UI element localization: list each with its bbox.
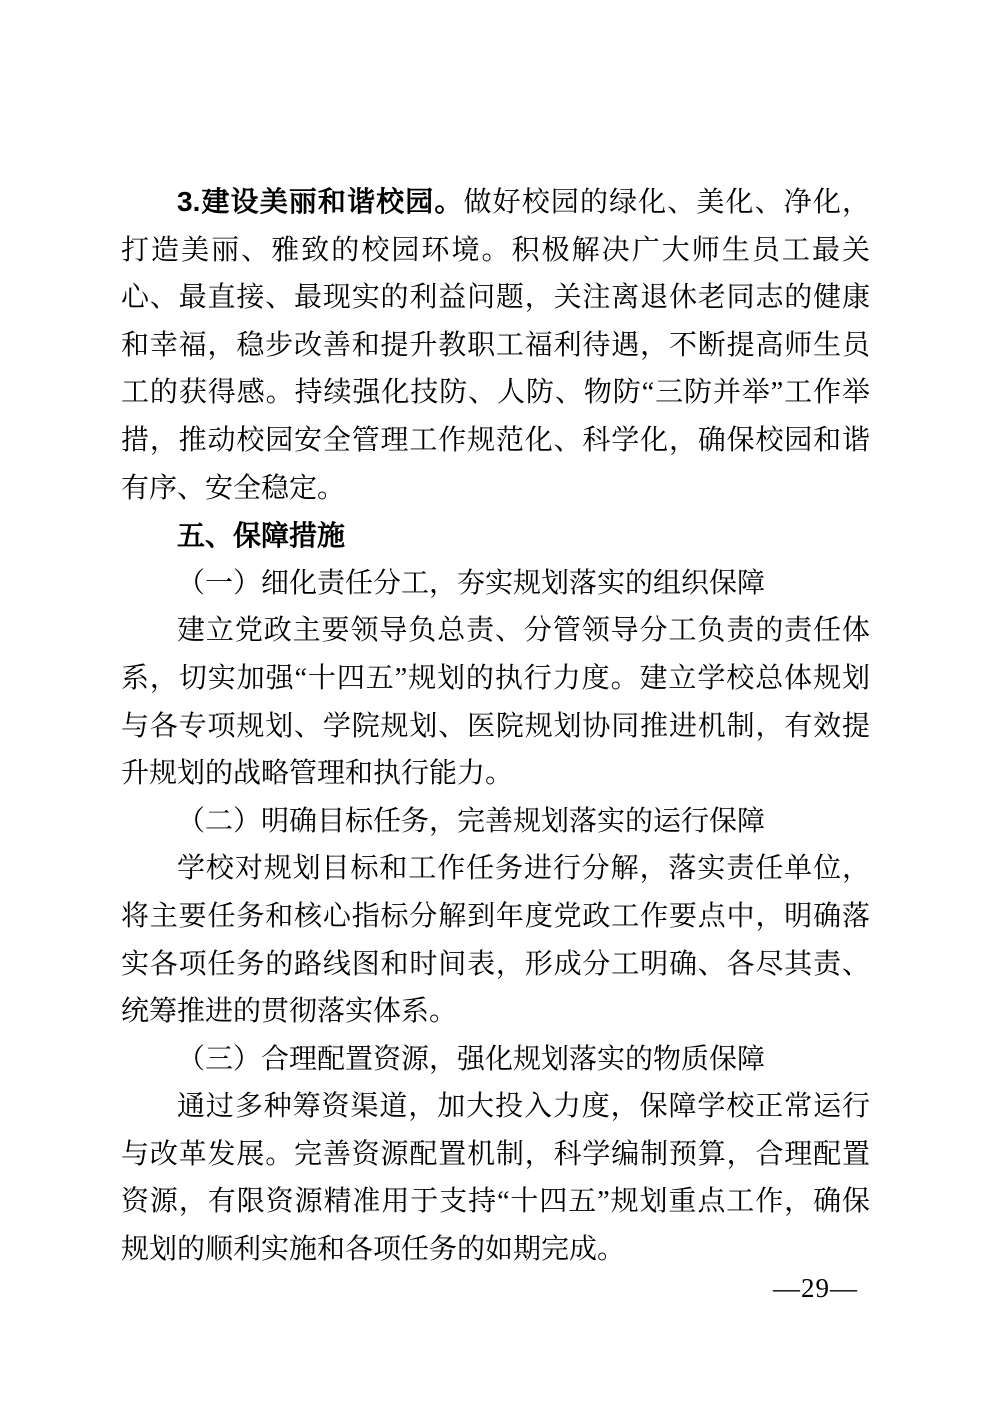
subsection-heading-responsibility-division: （一）细化责任分工，夯实规划落实的组织保障 [177, 567, 766, 599]
subsection-heading-resource-allocation: （三）合理配置资源，强化规划落实的物质保障 [177, 1043, 766, 1075]
paragraph-text: 做好校园的绿化、美化、净化，打造美丽、雅致的校园环境。积极解决广大师生员工最关心、最直接、最现实的利益问题，关注离退休老同志的健康和幸福，稳步改善和提升教职工福利待遇，不断提高师生员工的获得感。持续强化技防、人防、物防“三防并举”工作举措，推动校园安全管理工作规范化、科学化，确保校园和谐有序、安全稳定。 [121, 187, 870, 504]
paragraph-bold-lead: 3.建设美丽和谐校园。 [177, 186, 464, 217]
paragraph-operational-safeguard: 学校对规划目标和工作任务进行分解，落实责任单位，将主要任务和核心指标分解到年度党政工作要点中，明确落实各项任务的路线图和时间表，形成分工明确、各尽其责、统筹推进的贯彻落实体系。 [121, 853, 870, 1028]
document-body [121, 178, 870, 1274]
paragraph-material-safeguard: 通过多种筹资渠道，加大投入力度，保障学校正常运行与改革发展。完善资源配置机制，科学编制预算，合理配置资源，有限资源精准用于支持“十四五”规划重点工作，确保规划的顺利实施和各项任务的如期完成。 [121, 1091, 870, 1266]
paragraph-organizational-safeguard: 建立党政主要领导负总责、分管领导分工负责的责任体系，切实加强“十四五”规划的执行力度。建立学校总体规划与各专项规划、学院规划、医院规划协同推进机制，有效提升规划的战略管理和执行能力。 [121, 615, 870, 790]
paragraph-campus-harmony [121, 178, 870, 512]
subsection-heading-goals-tasks: （二）明确目标任务，完善规划落实的运行保障 [177, 805, 766, 837]
section-heading-safeguard-measures: 五、保障措施 [177, 520, 346, 552]
page-number: —29— [773, 1273, 858, 1303]
